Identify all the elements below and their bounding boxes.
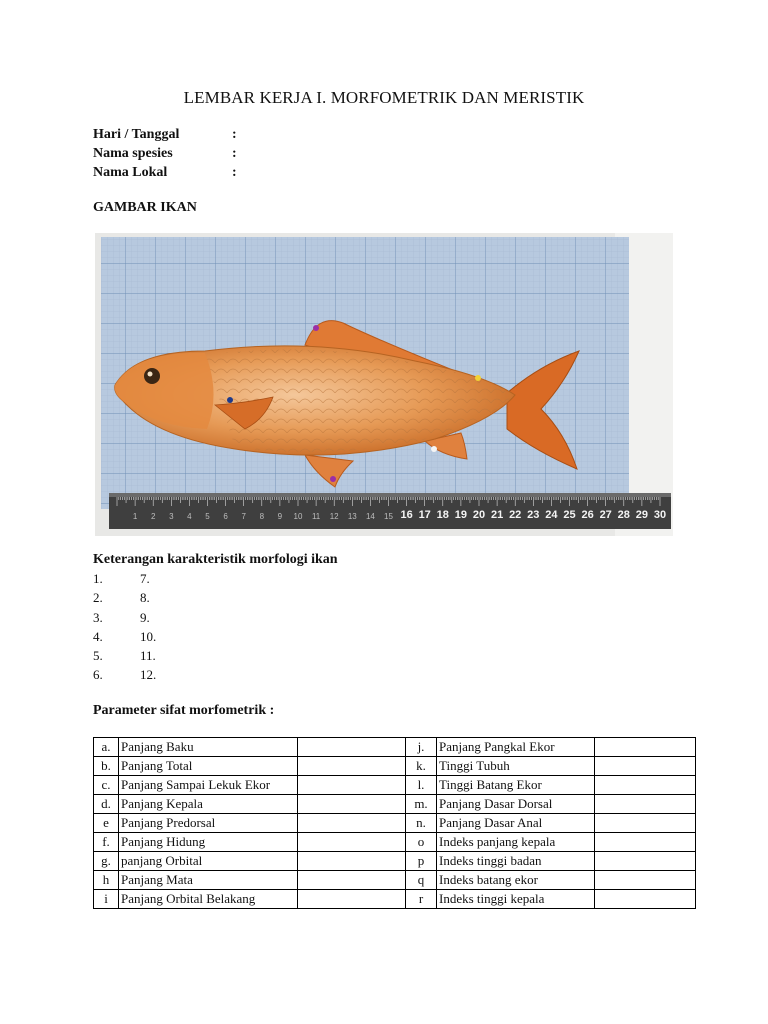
- param-value-cell[interactable]: [298, 871, 406, 890]
- param-value-cell[interactable]: [298, 776, 406, 795]
- param-key: b.: [94, 757, 119, 776]
- param-value-cell[interactable]: [595, 890, 696, 909]
- param-value-cell[interactable]: [595, 871, 696, 890]
- table-row: [94, 890, 696, 909]
- ruler-number: 10: [293, 512, 303, 521]
- param-key: j.: [406, 738, 437, 757]
- param-key: e: [94, 814, 119, 833]
- parameters-table: [93, 737, 696, 909]
- param-label: Panjang Mata: [119, 871, 298, 890]
- table-row: [94, 795, 696, 814]
- list-number: 5.: [93, 648, 103, 663]
- param-label: Tinggi Batang Ekor: [437, 776, 595, 795]
- param-label: Panjang Sampai Lekuk Ekor: [119, 776, 298, 795]
- table-row: [94, 738, 696, 757]
- param-key: k.: [406, 757, 437, 776]
- ruler-number: 23: [527, 509, 540, 521]
- param-key: m.: [406, 795, 437, 814]
- ruler-number: 9: [277, 512, 283, 521]
- list-number: 9.: [140, 610, 150, 625]
- param-value-cell[interactable]: [595, 757, 696, 776]
- list-number: 2.: [93, 590, 103, 605]
- param-value-cell[interactable]: [595, 833, 696, 852]
- ruler-number: 11: [311, 512, 321, 521]
- ruler-number: 16: [400, 509, 413, 521]
- param-value-cell[interactable]: [595, 814, 696, 833]
- page-title: LEMBAR KERJA I. MORFOMETRIK DAN MERISTIK: [183, 88, 585, 107]
- ruler-number: 5: [205, 512, 210, 521]
- ruler-number: 25: [563, 509, 576, 521]
- ruler-number: 2: [150, 512, 156, 521]
- ruler-number: 15: [384, 512, 393, 521]
- param-label: Panjang Dasar Anal: [437, 814, 595, 833]
- param-label: Panjang Hidung: [119, 833, 298, 852]
- parameters-heading: Parameter sifat morfometrik :: [93, 703, 275, 718]
- param-value-cell[interactable]: [595, 776, 696, 795]
- table-row: [94, 757, 696, 776]
- param-key: p: [406, 852, 437, 871]
- param-key: l.: [406, 776, 437, 795]
- param-key: o: [406, 833, 437, 852]
- ruler-number: 19: [454, 509, 468, 521]
- meta-colon: :: [232, 146, 237, 161]
- param-label: Indeks panjang kepala: [437, 833, 595, 852]
- param-label: Indeks tinggi kepala: [437, 890, 595, 909]
- ruler-number: 26: [581, 509, 594, 521]
- param-value-cell[interactable]: [298, 852, 406, 871]
- list-number: 12.: [140, 667, 157, 682]
- ruler-number: 13: [347, 512, 357, 521]
- list-number: 10.: [140, 629, 157, 644]
- ruler-number: 20: [472, 509, 486, 521]
- list-number: 3.: [93, 610, 103, 625]
- param-key: i: [94, 890, 119, 909]
- param-value-cell[interactable]: [298, 738, 406, 757]
- ruler-number: 4: [187, 512, 192, 521]
- characteristics-heading: Keterangan karakteristik morfologi ikan: [93, 552, 338, 567]
- list-number: 1.: [93, 571, 103, 586]
- param-label: Panjang Kepala: [119, 795, 298, 814]
- param-key: n.: [406, 814, 437, 833]
- ruler-number: 22: [509, 509, 522, 521]
- meta-label: Hari / Tanggal: [93, 127, 180, 142]
- param-value-cell[interactable]: [298, 795, 406, 814]
- param-label: Indeks batang ekor: [437, 871, 595, 890]
- table-row: [94, 852, 696, 871]
- param-key: h: [94, 871, 119, 890]
- param-label: Panjang Orbital Belakang: [119, 890, 298, 909]
- fish-eye: [144, 368, 160, 384]
- param-key: c.: [94, 776, 119, 795]
- picture-heading: GAMBAR IKAN: [93, 200, 197, 215]
- list-number: 8.: [140, 590, 150, 605]
- ruler-number: 8: [259, 512, 265, 521]
- param-key: a.: [94, 738, 119, 757]
- param-label: Panjang Baku: [119, 738, 298, 757]
- ruler-number: 28: [617, 509, 630, 521]
- ruler-number: 17: [418, 509, 431, 521]
- param-value-cell[interactable]: [595, 795, 696, 814]
- table-row: [94, 814, 696, 833]
- param-key: f.: [94, 833, 119, 852]
- table-row: [94, 776, 696, 795]
- param-label: Indeks tinggi badan: [437, 852, 595, 871]
- meta-label: Nama Lokal: [93, 165, 168, 180]
- param-key: q: [406, 871, 437, 890]
- table-row: [94, 871, 696, 890]
- meta-label: Nama spesies: [93, 146, 173, 161]
- param-value-cell[interactable]: [298, 757, 406, 776]
- ruler-number: 1: [132, 512, 138, 521]
- ruler-number: 3: [169, 512, 174, 521]
- param-label: panjang Orbital: [119, 852, 298, 871]
- fish-photo: [95, 233, 673, 536]
- list-number: 6.: [93, 667, 103, 682]
- list-number: 7.: [140, 571, 150, 586]
- ruler-number: 21: [490, 509, 504, 521]
- meta-colon: :: [232, 165, 237, 180]
- ruler-number: 24: [545, 509, 558, 521]
- param-label: Panjang Total: [119, 757, 298, 776]
- param-label: Panjang Dasar Dorsal: [437, 795, 595, 814]
- ruler-number: 12: [329, 512, 339, 521]
- list-number: 4.: [93, 629, 103, 644]
- param-value-cell[interactable]: [595, 738, 696, 757]
- ruler-number: 27: [599, 509, 612, 521]
- param-key: d.: [94, 795, 119, 814]
- param-key: r: [406, 890, 437, 909]
- param-value-cell[interactable]: [298, 833, 406, 852]
- param-key: g.: [94, 852, 119, 871]
- param-value-cell[interactable]: [595, 852, 696, 871]
- ruler-number: 18: [436, 509, 449, 521]
- param-label: Panjang Predorsal: [119, 814, 298, 833]
- meta-colon: :: [232, 127, 237, 142]
- table-row: [94, 833, 696, 852]
- ruler-number: 30: [653, 509, 667, 521]
- param-value-cell[interactable]: [298, 890, 406, 909]
- ruler-number: 7: [241, 512, 246, 521]
- list-number: 11.: [140, 648, 156, 663]
- ruler-number: 14: [365, 512, 375, 521]
- ruler-number: 6: [223, 512, 228, 521]
- param-label: Tinggi Tubuh: [437, 757, 595, 776]
- param-value-cell[interactable]: [298, 814, 406, 833]
- ruler-number: 29: [635, 509, 649, 521]
- param-label: Panjang Pangkal Ekor: [437, 738, 595, 757]
